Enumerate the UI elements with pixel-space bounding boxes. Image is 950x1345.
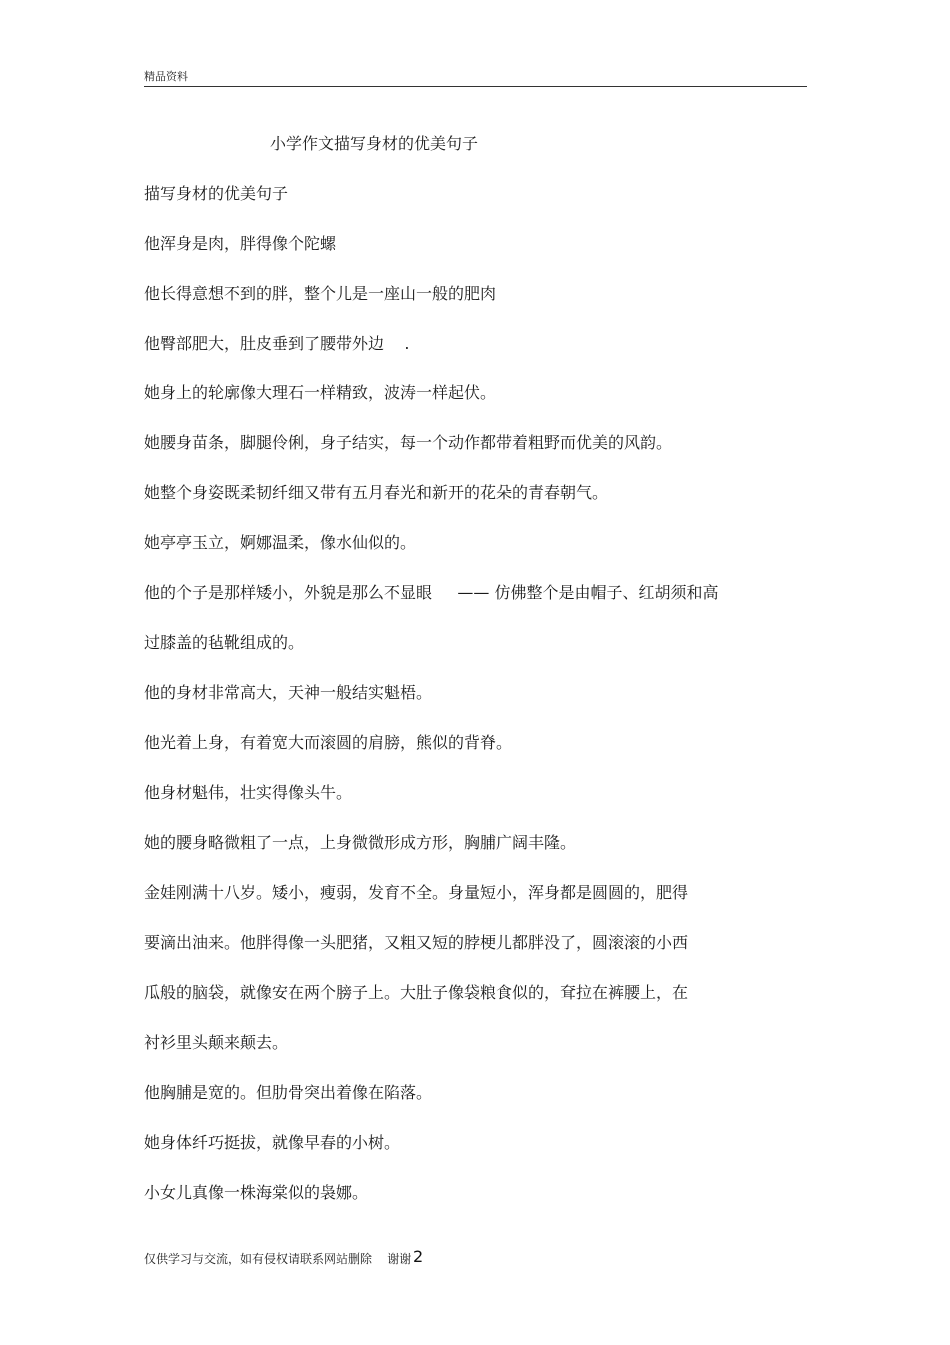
header-label: 精品资料 — [144, 70, 188, 83]
body-line: 瓜般的脑袋，就像安在两个膀子上。大肚子像袋粮食似的，耷拉在裤腰上，在 — [144, 983, 689, 1002]
footer-text: 仅供学习与交流，如有侵权请联系网站删除 谢谢 — [144, 1252, 412, 1266]
body-line: 他身材魁伟，壮实得像头牛。 — [144, 783, 353, 802]
body-line: 描写身材的优美句子 — [144, 184, 289, 203]
body-line: 她的腰身略微粗了一点，上身微微形成方形，胸脯广阔丰隆。 — [144, 833, 577, 852]
page-number: 2 — [413, 1247, 424, 1266]
body-line: 要滴出油来。他胖得像一头肥猪，又粗又短的脖梗儿都胖没了，圆滚滚的小西 — [144, 933, 689, 952]
body-line: 小女儿真像一株海棠似的袅娜。 — [144, 1183, 369, 1202]
body-line: 他胸脯是宽的。但肋骨突出着像在陷落。 — [144, 1083, 433, 1102]
body-line: 他的身材非常高大，天神一般结实魁梧。 — [144, 683, 433, 702]
body-line: 她身上的轮廓像大理石一样精致，波涛一样起伏。 — [144, 383, 497, 402]
body-line: 他浑身是肉，胖得像个陀螺 — [144, 234, 337, 253]
body-line: 衬衫里头颠来颠去。 — [144, 1033, 289, 1052]
body-line: 她身体纤巧挺拔，就像早春的小树。 — [144, 1133, 401, 1152]
body-line: 过膝盖的毡靴组成的。 — [144, 633, 305, 652]
body-line: 他长得意想不到的胖，整个儿是一座山一般的肥肉 — [144, 284, 497, 303]
document-title: 小学作文描写身材的优美句子 — [270, 134, 479, 153]
body-line: 他臀部肥大，肚皮垂到了腰带外边 . — [144, 334, 410, 353]
body-line: 她整个身姿既柔韧纤细又带有五月春光和新开的花朵的青春朝气。 — [144, 483, 609, 502]
body-line: 他的个子是那样矮小，外貌是那么不显眼 —— 仿佛整个是由帽子、红胡须和高 — [144, 583, 719, 602]
body-line: 她腰身苗条，脚腿伶俐，身子结实，每一个动作都带着粗野而优美的风韵。 — [144, 433, 673, 452]
body-line: 她亭亭玉立，婀娜温柔，像水仙似的。 — [144, 533, 417, 552]
body-line: 他光着上身，有着宽大而滚圆的肩膀，熊似的背脊。 — [144, 733, 513, 752]
header-rule — [144, 86, 807, 87]
body-line: 金娃刚满十八岁。矮小，瘦弱，发育不全。身量短小，浑身都是圆圆的，肥得 — [144, 883, 689, 902]
